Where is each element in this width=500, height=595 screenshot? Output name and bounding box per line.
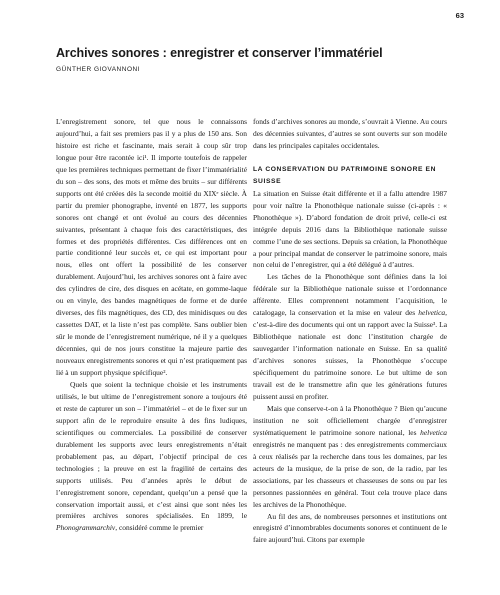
paragraph-continuation: fonds d’archives sonores au monde, s’ouvrait à Vienne. Au cours des décennies suivantes, d’autres se sont ouverts sur son modèle dans les principales capitales occidentales.: [253, 117, 447, 150]
left-column: [56, 116, 247, 581]
italic-term: helvetica: [418, 308, 446, 318]
page-number: 63: [455, 11, 464, 20]
italic-term: Phonogrammarchiv: [56, 523, 116, 533]
right-column: [253, 116, 447, 581]
paragraph-tasks: Les tâches de la Phonothèque sont définies dans la loi fédérale sur la Bibliothèque nationale suisse et l’ordonnance afférente. Elles comprennent notamment l’acquisition, le catalogage, la conservation et la mise en valeur des helvetica, c’est-à-dire des documents qui ont un rapport avec la Suisse³. La Bibliothèque nationale est donc l’institution chargée de sauvegarder l’information nationale en Suisse. En sa qualité d’archives sonores suisses, la Phonothèque s’occupe spécifiquement du patrimoine sonore. Le but ultime de son travail est de le transmettre afin que les générations futures puissent aussi en profiter.: [253, 272, 447, 401]
paragraph-intro: L’enregistrement sonore, tel que nous le connaissons aujourd’hui, a fait ses premiers pas il y a plus de 150 ans. Son histoire est riche et fascinante, mais serait à coup sûr trop longue pour être racontée ici¹. Il importe toutefois de rappeler que les premières techniques permettant de fixer l’immatérialité du son – des sons, des mots et même des bruits – sur différents supports ont été créées dès la seconde moitié du XIXᵉ siècle. À partir du premier phonographe, inventé en 1877, les supports sonores ont changé et ont évolué au cours des décennies suivantes, présentant à chaque fois des caractéristiques, des formes et des propriétés différentes. Ces différences ont en partie conditionné leur succès et, ce qui est important pour nous, elles ont offert la possibilité de les conserver durablement. Aujourd’hui, les archives sonores ont à faire avec des cylindres de cire, des disques en acétate, en gomme-laque ou en vinyle, des bandes magnétiques de forme et de durée diverses, des fils magnétiques, des CD, des minidisques ou des cassettes DAT, et la liste n’est pas complète. Sans oublier bien sûr le monde de l’enregistrement numérique, né il y a quelques décennies, qui de nos jours constitue la majeure partie des nouveaux enregistrements sonores et qui n’est pratiquement pas lié à un support physique spécifique².: [56, 117, 247, 378]
section-heading: LA CONSERVATION DU PATRIMOINE SONORE EN SUISSE: [253, 165, 437, 185]
paragraph-over-the-years: Au fil des ans, de nombreuses personnes et institutions ont enregistré d’innombrables documents sonores et continuent de le faire aujourd’hui. Citons par exemple: [253, 511, 447, 545]
article-title: Archives sonores : enregistrer et conserver l’immatériel: [56, 46, 383, 60]
paragraph-purpose: Quels que soient la technique choisie et les instruments utilisés, le but ultime de l’enregistrement sonore a toujours été et reste de capturer un son – l’immatériel – et de le fixer sur un support afin de le reproduire ensuite à des fins ludiques, scientifiques ou commerciales. La possibilité de conserver durablement les supports avec leurs enregistrements n’était probablement pas, au départ, l’objectif principal de ces technologies ; la preuve en est la fragilité de certains des supports utilisés. Peu d’années après le début de l’enregistrement sonore, cependant, quelqu’un a pensé que la conservation importait aussi, et c’est ainsi que sont nées les premières archives sonores spécialisées. En 1899, le Phonogrammarchiv, considéré comme le premier: [56, 379, 247, 533]
author-name: GÜNTHER GIOVANNONI: [56, 66, 140, 73]
paragraph-what-is-kept: Mais que conserve-t-on à la Phonothèque ? Bien qu’aucune institution ne soit officiellement chargée d’enregistrer systématiquement le patrimoine sonore national, les helvetica enregistrés ne manquent pas : des enregistrements commerciaux à ceux réalisés par la recherche dans tous les domaines, par les acteurs de la musique, de la prise de son, de la radio, par les associations, par les chasseurs et chasseuses de sons ou par les personnes passionnées en général. Tout cela trouve place dans les archives de la Phonothèque.: [253, 403, 447, 509]
paragraph-switzerland: La situation en Suisse était différente et il a fallu attendre 1987 pour voir naître la Phonothèque nationale suisse (ci-après : « Phonothèque »). D’abord fondation de droit privé, celle-ci est intégrée depuis 2016 dans la Bibliothèque nationale suisse comme l’une de ses sections. Depuis sa création, la Phonothèque a pour principal mandat de conserver le patrimoine sonore, mais non celui de l’enregistrer, qui a été délégué à d’autres.: [253, 188, 447, 270]
italic-term: helvetica: [420, 427, 447, 437]
